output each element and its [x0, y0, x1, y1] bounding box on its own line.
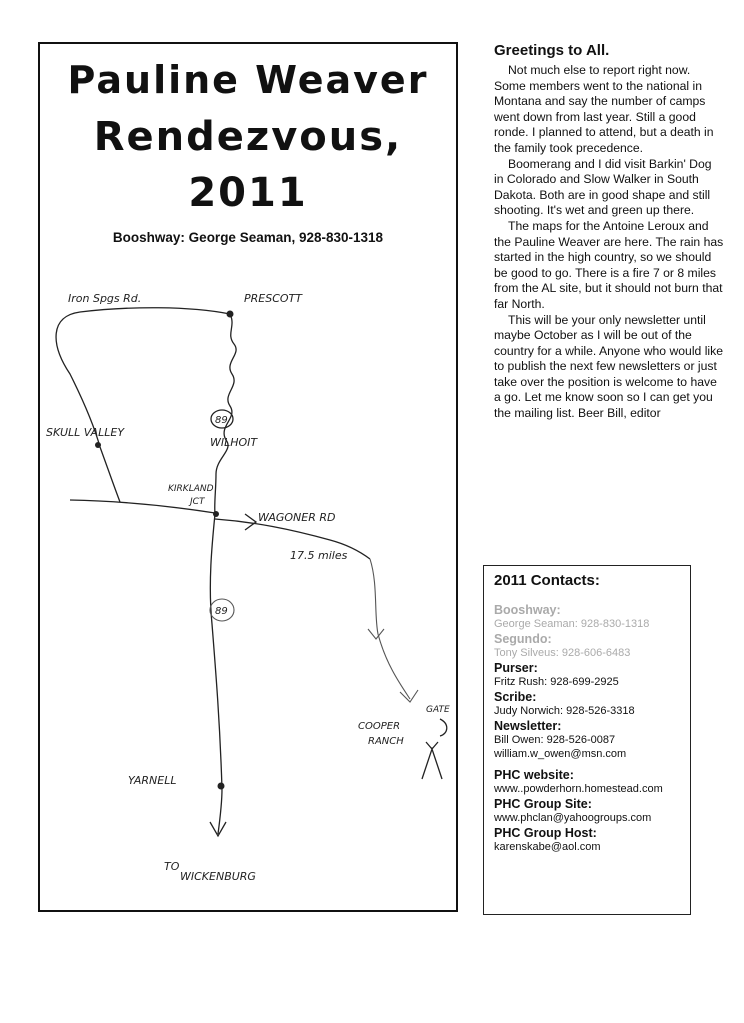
- scribe-info: Judy Norwich: 928-526-3318: [494, 705, 635, 717]
- route-89-top-label: 89: [215, 415, 228, 426]
- newsletter-info: Bill Owen: 928-526-0087: [494, 734, 616, 746]
- route-89-bottom-label: 89: [215, 606, 228, 617]
- iron-springs-label: Iron Spgs Rd.: [68, 292, 142, 305]
- article-paragraph: Not much else to report right now. Some members went to the national in Montana and say the number of camps went down from last year. Still a good ronde. I planned to attend, but a death in the family took precedence.: [494, 63, 714, 155]
- article-heading: Greetings to All.: [494, 42, 610, 59]
- map-panel: [38, 42, 458, 912]
- prescott-label: PRESCOTT: [244, 292, 302, 305]
- prescott-point: [227, 311, 234, 318]
- newsletter-role: Newsletter:: [494, 719, 562, 733]
- website-info: www..powderhorn.homestead.com: [494, 783, 663, 795]
- article-paragraph: The maps for the Antoine Leroux and the Pauline Weaver are here. The rain has started in the high country, so we should be good to go. There is a fire 7 or 8 miles from the AL site, but it should not burn that far North.: [494, 218, 724, 311]
- ranch-arrow-2: [400, 690, 418, 702]
- map-title-line3: 2011: [188, 170, 308, 216]
- scribe-role: Scribe:: [494, 690, 537, 704]
- wagoner-label: WAGONER RD: [258, 511, 336, 524]
- map-title-line1: Pauline Weaver: [67, 58, 429, 102]
- ranch-label: RANCH: [368, 736, 404, 747]
- segundo-info: Tony Silveus: 928-606-6483: [494, 647, 631, 659]
- article-paragraph: Boomerang and I did visit Barkin' Dog in Colorado and Slow Walker in South Dakota. Both are in good shape and still shooting. It's wet and green up there.: [494, 156, 712, 218]
- gate-mark: [440, 719, 447, 736]
- segundo-role: Segundo:: [494, 632, 552, 646]
- map-booshway-line: Booshway: George Seaman, 928-830-1318: [112, 230, 384, 245]
- purser-role: Purser:: [494, 661, 538, 675]
- group-site-info: www.phclan@yahoogroups.com: [494, 812, 652, 824]
- group-host-info: karenskabe@aol.com: [494, 841, 601, 853]
- website-role: PHC website:: [494, 768, 574, 782]
- kirkland-label: KIRKLAND: [168, 484, 214, 494]
- prescott-wilhoit-road: [215, 314, 236, 514]
- greetings-article: [494, 42, 724, 422]
- tipi-icon: [422, 742, 442, 779]
- yarnell-label: YARNELL: [128, 774, 177, 787]
- contacts-box: [483, 565, 691, 915]
- booshway-info: George Seaman: 928-830-1318: [494, 618, 650, 630]
- wickenburg-label: WICKENBURG: [180, 870, 256, 883]
- miles-label: 17.5 miles: [290, 549, 348, 562]
- cooper-label: COOPER: [358, 721, 401, 732]
- group-site-role: PHC Group Site:: [494, 797, 592, 811]
- jct-label: JCT: [190, 497, 205, 507]
- skull-valley-point: [95, 442, 101, 448]
- wilhoit-label: WILHOIT: [210, 436, 258, 449]
- ranch-road: [370, 559, 410, 699]
- purser-info: Fritz Rush: 928-699-2925: [494, 676, 619, 688]
- group-host-role: PHC Group Host:: [494, 826, 597, 840]
- map-title-line2: Rendezvous,: [93, 114, 403, 160]
- skull-valley-label: SKULL VALLEY: [46, 426, 125, 439]
- to-label: TO: [164, 860, 180, 873]
- iron-springs-road: [56, 308, 230, 502]
- kirkland-point: [213, 511, 219, 517]
- booshway-role: Booshway:: [494, 603, 561, 617]
- gate-label: GATE: [426, 705, 450, 715]
- yarnell-point: [218, 783, 225, 790]
- ranch-arrow-1: [368, 629, 384, 639]
- newsletter-email: william.w_owen@msn.com: [494, 748, 627, 760]
- contacts-heading: 2011 Contacts:: [494, 572, 600, 589]
- hand-drawn-map: [40, 44, 456, 910]
- article-paragraph: This will be your only newsletter until maybe October as I will be out of the country for a while. Anyone who would like to publish the next few newsletters or just take over the position is welcome to have a go. Let me know soon so I can get you the mailing list. Beer Bill, editor: [494, 312, 723, 421]
